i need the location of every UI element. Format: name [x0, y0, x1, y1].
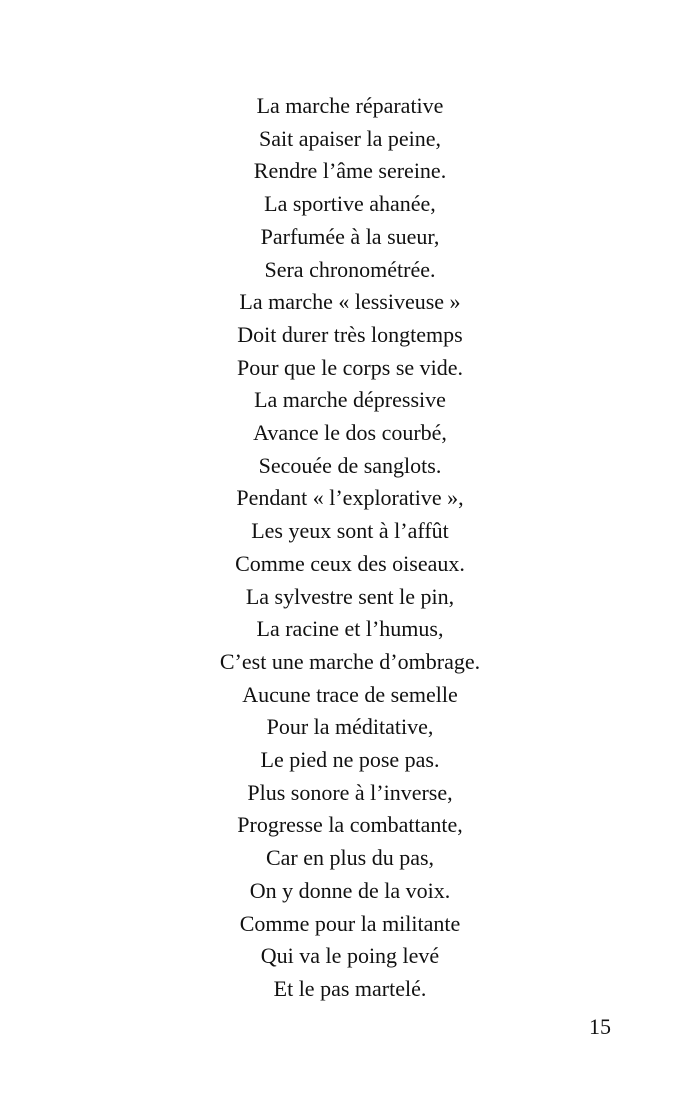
poem-line: C’est une marche d’ombrage. [219, 648, 481, 674]
poem-line: Plus sonore à l’inverse, [247, 779, 453, 805]
poem-line: Pour la méditative, [266, 714, 434, 740]
poem-line: Les yeux sont à l’affût [251, 518, 449, 544]
poem-line: La racine et l’humus, [256, 616, 444, 642]
poem-line: Doit durer très longtemps [237, 321, 463, 347]
poem-line: Avance le dos courbé, [253, 420, 447, 446]
poem-line: Sera chronométrée. [264, 256, 436, 282]
poem-line: Secouée de sanglots. [258, 452, 442, 478]
poem-body [0, 90, 700, 1006]
poem-line: Pendant « l’explorative », [236, 485, 464, 511]
poem-line: Pour que le corps se vide. [236, 354, 464, 380]
page-number: 15 [589, 1014, 611, 1039]
poem-line: Aucune trace de semelle [242, 681, 458, 707]
poem-line: Sait apaiser la peine, [258, 125, 442, 151]
poem-line: Comme pour la militante [239, 910, 461, 936]
poem-line: Le pied ne pose pas. [260, 747, 440, 773]
poem-line: Car en plus du pas, [265, 845, 435, 871]
poem-line: La sylvestre sent le pin, [245, 583, 455, 609]
poem-line: Et le pas martelé. [273, 975, 427, 1001]
poem-line: Parfumée à la sueur, [260, 223, 440, 249]
poem-line: Qui va le poing levé [260, 943, 440, 969]
poem-line: On y donne de la voix. [249, 877, 451, 903]
poem-line: La marche dépressive [254, 387, 446, 413]
poem-line: La marche réparative [256, 93, 444, 118]
poem-line: Comme ceux des oiseaux. [235, 550, 465, 576]
poem-line: La marche « lessiveuse » [239, 289, 461, 315]
poem-line: Rendre l’âme sereine. [253, 158, 447, 184]
poem-line: La sportive ahanée, [264, 191, 436, 217]
poem-line: Progresse la combattante, [237, 812, 463, 838]
